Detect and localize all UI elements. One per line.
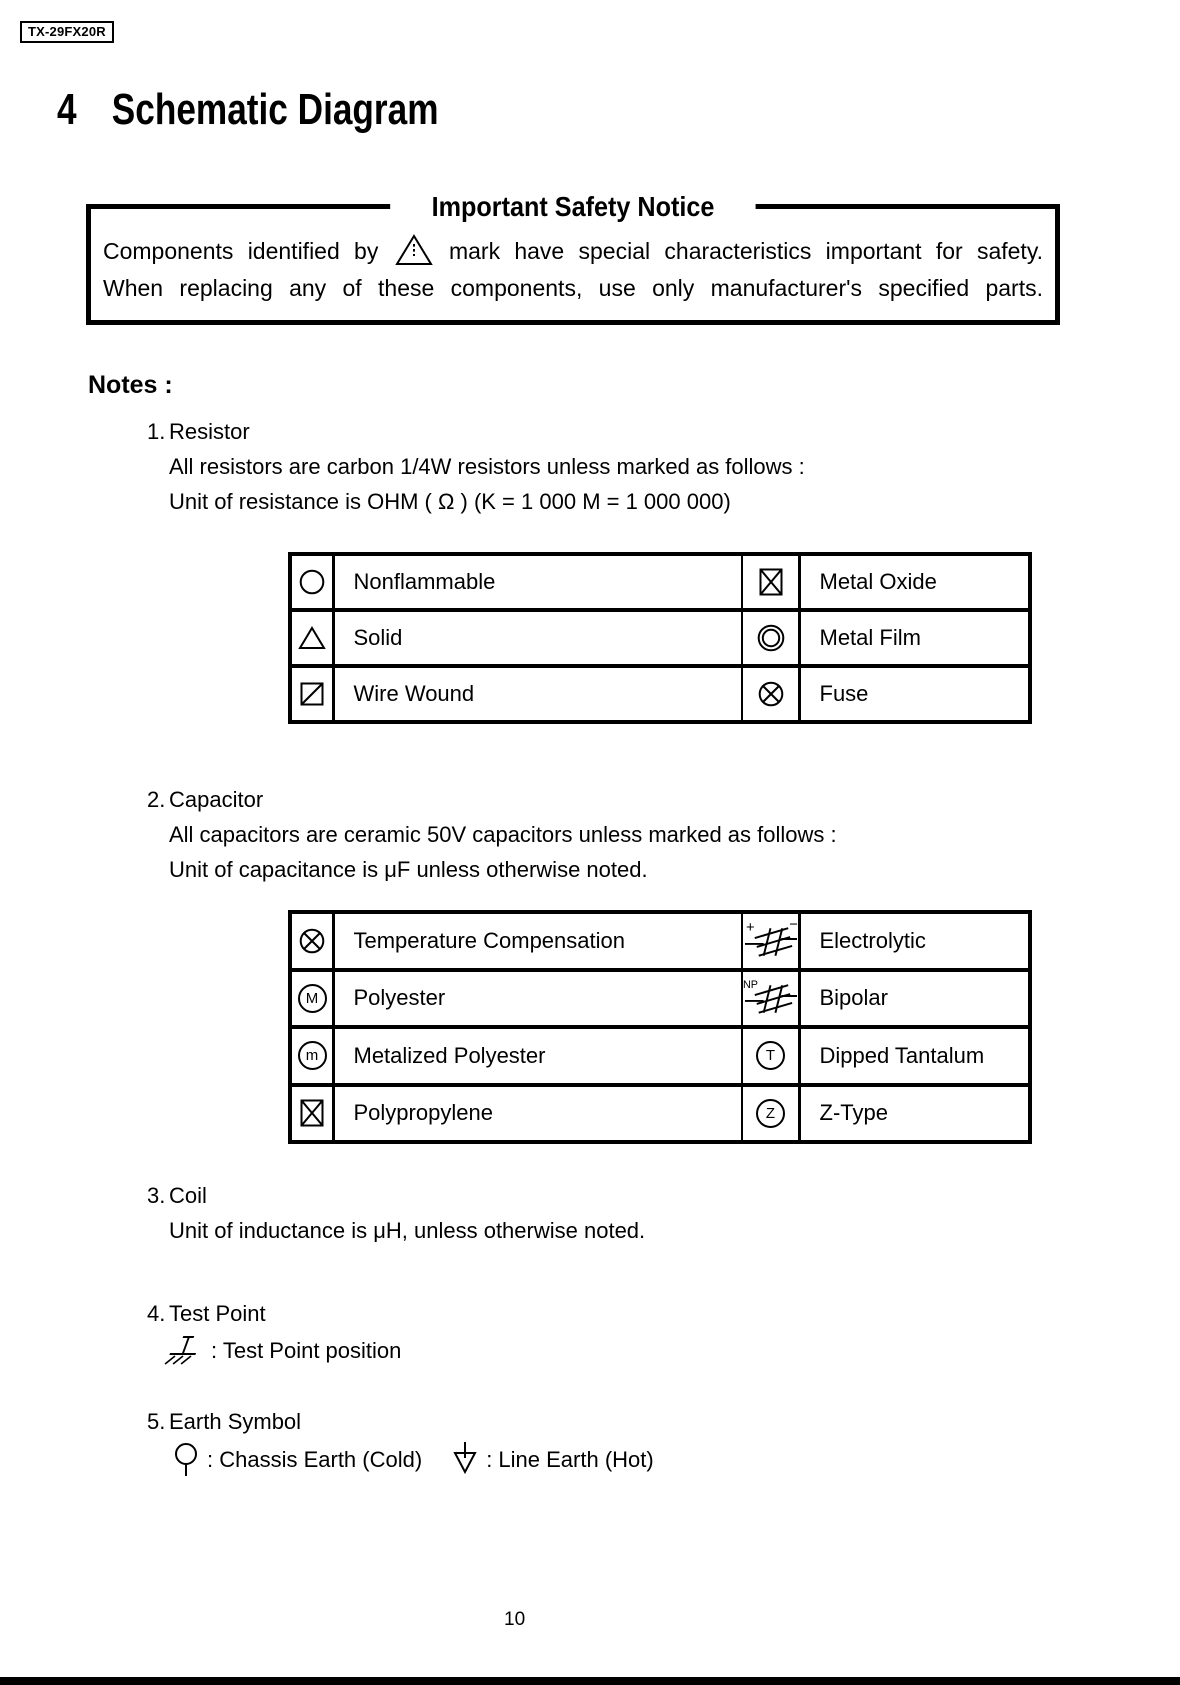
test-point-symbol-row xyxy=(161,1333,401,1368)
table-cell-label: Nonflammable xyxy=(335,556,741,608)
page-title xyxy=(57,86,439,134)
np-label: NP xyxy=(743,979,758,992)
table-cell-label: Bipolar xyxy=(801,972,1029,1026)
table-cell xyxy=(743,1087,798,1141)
square-x-icon xyxy=(758,567,784,597)
table-cell xyxy=(743,668,798,720)
safety-notice-line-2: When replacing any of these components, use only manufacturer's specified parts. xyxy=(103,275,1043,301)
circle-letter-icon: M xyxy=(298,984,327,1013)
note-title: Coil xyxy=(169,1183,207,1208)
note-test-point xyxy=(147,1296,401,1368)
note-title-row xyxy=(147,1178,645,1213)
circle-x-icon xyxy=(298,927,326,955)
circle-letter-icon: Z xyxy=(756,1099,785,1128)
note-number: 2. xyxy=(147,787,166,812)
notes-heading: Notes : xyxy=(88,371,173,399)
table-cell-label: Electrolytic xyxy=(801,914,1029,968)
table-cell xyxy=(292,914,332,968)
safety-line1-after: mark have special characteristics important for safety. xyxy=(448,238,1044,264)
earth-symbol-row xyxy=(173,1441,654,1477)
note-title: Capacitor xyxy=(169,787,264,812)
bottom-scan-bar xyxy=(0,1677,1180,1685)
section-title: Schematic Diagram xyxy=(111,85,439,134)
minus-sign: − xyxy=(789,917,798,933)
circle-x-icon xyxy=(757,680,785,708)
note-title-row xyxy=(147,1404,654,1439)
note-number: 1. xyxy=(147,419,166,444)
model-number-badge: TX-29FX20R xyxy=(20,21,114,43)
table-cell-label: Metal Film xyxy=(801,612,1029,664)
note-body xyxy=(169,817,837,887)
note-title: Earth Symbol xyxy=(169,1409,302,1434)
note-number: 3. xyxy=(147,1183,166,1208)
table-cell xyxy=(292,556,332,608)
note-line: All resistors are carbon 1/4W resistors unless marked as follows : xyxy=(169,454,805,479)
table-cell xyxy=(743,1029,798,1083)
section-number: 4 xyxy=(57,85,77,134)
warning-triangle-icon xyxy=(395,233,433,267)
table-cell-label: Wire Wound xyxy=(335,668,741,720)
triangle-icon xyxy=(298,625,326,651)
note-number: 5. xyxy=(147,1409,166,1434)
test-point-ground-icon xyxy=(161,1334,203,1368)
table-cell xyxy=(292,612,332,664)
table-cell-label: Solid xyxy=(335,612,741,664)
table-cell-label: Temperature Compensation xyxy=(335,914,741,968)
table-cell-label: Fuse xyxy=(801,668,1029,720)
note-number: 4. xyxy=(147,1301,166,1326)
table-cell-label: Z-Type xyxy=(801,1087,1029,1141)
note-line: All capacitors are ceramic 50V capacitors unless marked as follows : xyxy=(169,822,837,847)
circle-icon xyxy=(298,568,326,596)
table-cell xyxy=(743,556,798,608)
note-title-row xyxy=(147,782,837,817)
note-title-row xyxy=(147,1296,401,1331)
note-title: Resistor xyxy=(169,419,250,444)
table-cell-label: Metal Oxide xyxy=(801,556,1029,608)
double-circle-icon xyxy=(756,623,786,653)
table-cell xyxy=(292,1087,332,1141)
note-line: Unit of resistance is OHM ( Ω ) (K = 1 000 M = 1 000 000) xyxy=(169,489,731,514)
note-resistor xyxy=(147,414,805,519)
bipolar-cap-icon xyxy=(743,975,798,1021)
circle-letter-icon: T xyxy=(756,1041,785,1070)
line-earth-caption: : Line Earth (Hot) xyxy=(486,1446,654,1472)
safety-notice-title: Important Safety Notice xyxy=(390,190,756,224)
note-body xyxy=(169,449,805,519)
table-cell xyxy=(743,914,798,968)
safety-line1-before: Components identified by xyxy=(103,238,379,264)
line-earth-icon xyxy=(452,1441,478,1477)
note-earth-symbol xyxy=(147,1404,654,1477)
capacitor-symbol-table xyxy=(288,910,1032,1144)
note-body xyxy=(169,1213,645,1248)
table-cell-label: Polyester xyxy=(335,972,741,1026)
note-line: Unit of capacitance is μF unless otherwise noted. xyxy=(169,857,648,882)
chassis-earth-caption: : Chassis Earth (Cold) xyxy=(207,1446,423,1472)
plus-sign: + xyxy=(745,919,755,936)
resistor-symbol-table xyxy=(288,552,1032,724)
note-line: Unit of inductance is μH, unless otherwise noted. xyxy=(169,1218,646,1243)
square-diagonal-icon xyxy=(299,681,325,707)
table-cell-label: Metalized Polyester xyxy=(335,1029,741,1083)
table-cell xyxy=(292,972,332,1026)
page-number: 10 xyxy=(504,1609,526,1630)
square-x-icon xyxy=(299,1098,325,1128)
safety-notice-box xyxy=(86,191,1060,325)
note-title-row xyxy=(147,414,805,449)
note-coil xyxy=(147,1178,645,1248)
table-cell xyxy=(292,668,332,720)
safety-notice-line-1 xyxy=(103,233,1043,270)
chassis-earth-icon xyxy=(173,1441,199,1477)
table-cell xyxy=(292,1029,332,1083)
circle-letter-icon: m xyxy=(298,1041,327,1070)
table-cell-label: Dipped Tantalum xyxy=(801,1029,1029,1083)
note-capacitor xyxy=(147,782,837,887)
test-point-caption: : Test Point position xyxy=(211,1338,402,1363)
electrolytic-cap-icon xyxy=(743,918,798,964)
table-cell-label: Polypropylene xyxy=(335,1087,741,1141)
table-cell xyxy=(743,972,798,1026)
table-cell xyxy=(743,612,798,664)
note-title: Test Point xyxy=(169,1301,266,1326)
